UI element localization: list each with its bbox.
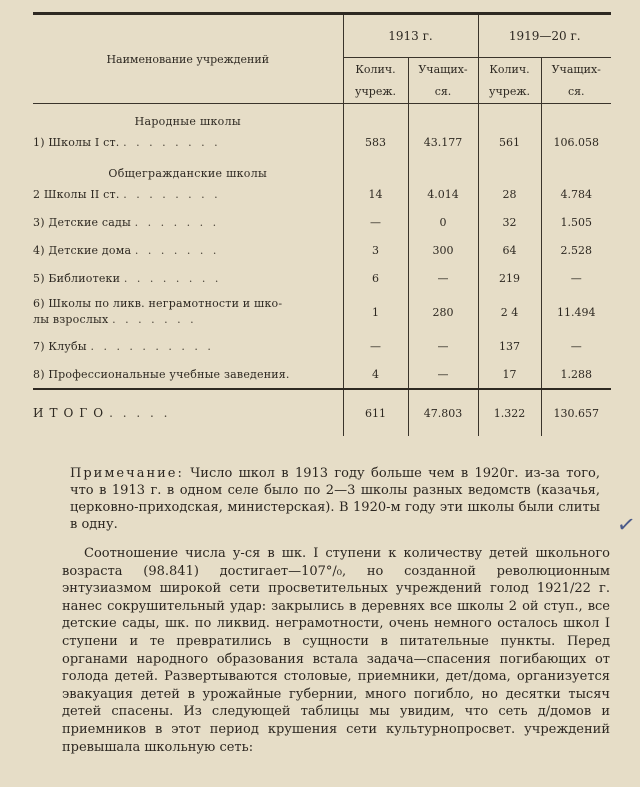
header-sub-col: Учащих- ся. — [541, 58, 611, 104]
table-note — [70, 465, 600, 533]
cell-value: 4.784 — [560, 187, 592, 201]
table-row: 7) Клубы . . . . . . . . . . — — 137 — — [33, 332, 611, 360]
row-label: 5) Библиотеки — [33, 271, 121, 285]
note-label: Примечание: — [70, 466, 184, 481]
cell-value: — — [408, 264, 478, 292]
cell-value: 32 — [478, 208, 541, 236]
header-name-col: Наименование учреждений — [33, 14, 343, 104]
cell-value: 2 4 — [478, 292, 541, 332]
total-value: 1.322 — [478, 389, 541, 436]
section-label: Общегражданские школы — [33, 156, 343, 180]
total-value: 611 — [343, 389, 408, 436]
handwritten-check-icon: ✓ — [615, 511, 638, 540]
header-year-1913: 1913 г. — [343, 14, 478, 58]
table-row: 1) Школы I ст. . . . . . . . . 583 43.177 561 106.058 — [33, 128, 611, 156]
cell-value: 280 — [408, 292, 478, 332]
total-label: ИТОГО — [33, 406, 110, 420]
row-label: 3) Детские сады — [33, 215, 131, 229]
row-label: 7) Клубы — [33, 339, 87, 353]
cell-value: 1.505 — [560, 215, 592, 229]
cell-value: — — [570, 339, 582, 353]
cell-value: 561 — [478, 128, 541, 156]
table-row — [33, 360, 611, 389]
cell-value: 300 — [408, 236, 478, 264]
row-label: 1) Школы I ст. — [33, 135, 120, 149]
row-label: 2 Школы II ст. — [33, 187, 120, 201]
cell-value: 64 — [478, 236, 541, 264]
cell-value: — — [343, 208, 408, 236]
cell-value: 17 — [478, 360, 541, 389]
cell-value: 137 — [478, 332, 541, 360]
cell-value: 11.494 — [557, 305, 596, 319]
section-label: Народные школы — [33, 104, 343, 129]
institutions-table — [33, 12, 611, 436]
cell-value: — — [343, 332, 408, 360]
header-sub-col: Учащих- ся. — [408, 58, 478, 104]
table-row: 3) Детские сады . . . . . . . — 0 32 1.505 — [33, 208, 611, 236]
total-value: 130.657 — [541, 389, 611, 436]
cell-value: 4.014 — [408, 180, 478, 208]
cell-value: 3 — [343, 236, 408, 264]
cell-value: 14 — [343, 180, 408, 208]
cell-value: — — [570, 271, 582, 285]
cell-value: 4 — [343, 360, 408, 389]
table-row: 2 Школы II ст. . . . . . . . . 14 4.014 28 4.784 — [33, 180, 611, 208]
cell-value: 1.288 — [560, 367, 592, 381]
cell-value: 219 — [478, 264, 541, 292]
total-value: 47.803 — [408, 389, 478, 436]
header-year-1919: 1919—20 г. — [478, 14, 611, 58]
cell-value: 0 — [408, 208, 478, 236]
cell-value: — — [408, 360, 478, 389]
cell-value: 1 — [343, 292, 408, 332]
table-row: 5) Библиотеки . . . . . . . . 6 — 219 — — [33, 264, 611, 292]
table-row: 6) Школы по ликв. неграмотности и шко- лы взрослых . . . . . . . 1 280 2 4 11.494 — [33, 292, 611, 332]
header-sub-col: Колич. учреж. — [478, 58, 541, 104]
cell-value: — — [408, 332, 478, 360]
cell-value: 28 — [478, 180, 541, 208]
row-label: 6) Школы по ликв. неграмотности и шко- — [33, 297, 283, 310]
body-paragraph: Соотношение числа у-ся в шк. I ступени к количеству детей школьного возраста (98.841) достигает—107°/₀, но созданной революционным энтузиазмом широкой сети просветительных учреждений голод 1921/22 г. нанес сокрушительный удар: закрылись в деревнях все школы 2 ой ступ., все детские сады, шк. по ликвид. неграмотности, очень немного осталось школ I ступени и те превратились в сущности в питательные пункты. Перед органами народного образования встала задача—спасения погибающих от голода детей. Развертываются столовые, приемники, дет/дома, организуется эвакуация детей в урожайные губернии, много погибло, но десятки тысяч детей спасены. Из следующей таблицы мы увидим, что сеть д/домов и приемников в этот период крушения сети культурнопросвет. учреждений превышала школьную сеть: — [62, 546, 610, 755]
note-text: Число школ в 1913 году больше чем в 1920г. из-за того, что в 1913 г. в одном селе было по 2—3 школы разных ведомств (казачья, церковно-приходская, министерская). В 1920-м году эти школы были слиты в одну. — [70, 466, 600, 532]
row-label: 4) Детские дома — [33, 243, 132, 257]
cell-value: 6 — [343, 264, 408, 292]
total-row: ИТОГО. . . . . 611 47.803 1.322 130.657 — [33, 389, 611, 436]
cell-value: 583 — [343, 128, 408, 156]
header-sub-col: Колич. учреж. — [343, 58, 408, 104]
row-label: лы взрослых — [33, 313, 109, 326]
row-label: 8) Профессиональные учебные заведения. — [33, 367, 290, 381]
cell-value: 43.177 — [408, 128, 478, 156]
table-row: 4) Детские дома . . . . . . . 3 300 64 2.528 — [33, 236, 611, 264]
cell-value: 2.528 — [560, 243, 592, 257]
cell-value: 106.058 — [553, 135, 599, 149]
